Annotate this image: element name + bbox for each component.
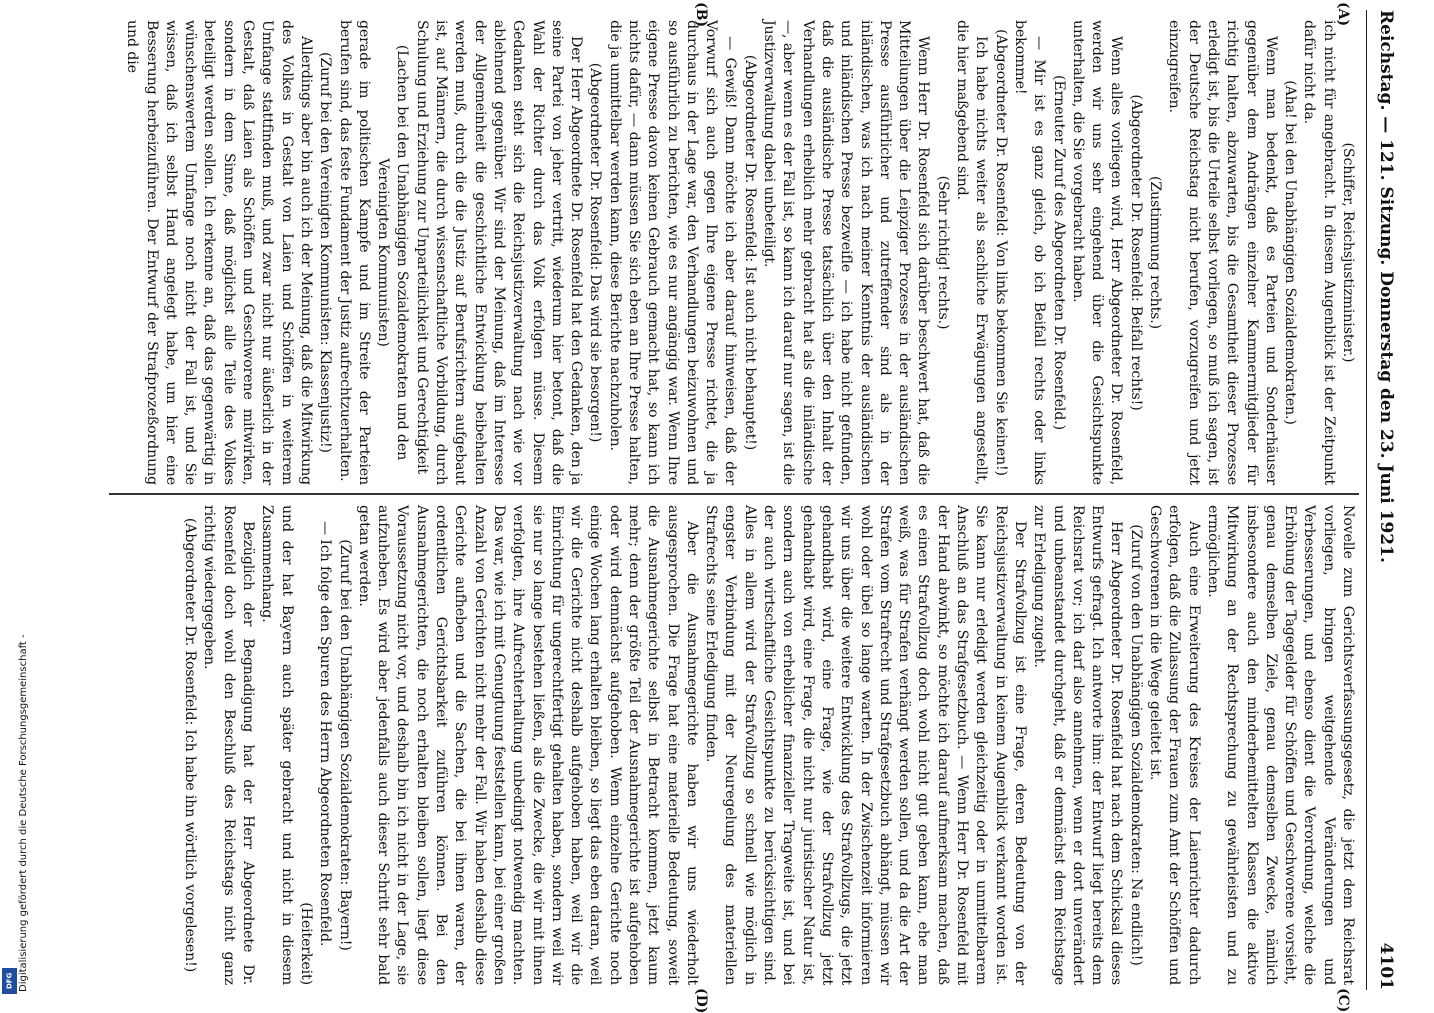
paragraph: — Ich folge den Spuren des Herrn Abgeordneten Rosenfeld. — [317, 521, 334, 947]
paragraph: Herr Abgeordneter Dr. Rosenfeld hat nach dem Schicksal dieses Entwurfs gefragt. Ich antworte ihm: der Entwurf liegt bereits dem Reichsrat vor; ich darf also annehmen, wenn er dort unverändert und unbeanstandet durchgeht, daß er demnächst dem Reichstage zur Erledigung zugeht. — [1031, 505, 1125, 985]
digitization-sidebar — [0, 0, 29, 1000]
paragraph: Der Strafvollzug ist eine Frage, deren Bedeutung von der Reichsjustizverwaltung in keinem Augenblick verkannt worden ist. Sie kann nur erledigt werden gleichzeitig oder in unmittelbarem Anschluß an das Strafgesetzbuch. — Wenn Herr Dr. Rosenfeld mit der Hand abwinkt, so möchte ich darauf aufmerksam machen, daß es einen Strafvollzug doch wohl nicht gut geben kann, ehe man weiß, was für Strafen verhängt werden sollen, und da die Art der Strafen vom Strafrecht und Strafgesetzbuch abhängt, müssen wir wohl oder übel so lange warten. In der Zwischenzeit informieren wir uns über die weitere Entwicklung des Strafvollzugs, die jetzt gehandhabt wird, eine Frage, wie der Strafvollzug jetzt gehandhabt wird, eine Frage, die nicht nur juristischer Natur ist, sondern auch von erheblicher finanzieller Tragweite ist, und bei der auch wirtschaftliche Gesichtspunkte zu berücksichtigen sind. Alles in allem wird der Strafvollzug so schnell wie möglich in engster Verbindung mit der Neuregelung des materiellen Strafrechts seine Erledigung finden. — [703, 505, 1028, 985]
left-column — [112, 20, 1357, 485]
right-column — [112, 505, 1357, 985]
interjection: (Erneuter Zuruf des Abgeordneten Dr. Rosenfeld.) — [1050, 75, 1067, 430]
paragraph: Der Herr Abgeordnete Dr. Rosenfeld hat den Gedanken, den ja seine Partei von jeher vertritt, wiederum hier betont, daß die Wahl der Richter durch das Volk erfolgen müsse. Diesem Gedanken steht sich die Reichsjustizverwaltung nach wie vor ablehnend gegenüber. Wir sind der Meinung, daß im Interesse der Allgemeinheit die geschichtliche Entwicklung beibehalten werden muß, durch die die Justiz auf Berufsrichtern aufgebaut ist, auf Männern, die durch wissenschaftliche Vorbildung, durch Schulung und Erziehung zur Unparteilichkeit und Gerechtigkeit — [413, 20, 585, 485]
interjection: (Heiterkeit) — [297, 902, 314, 985]
interjection: (Abgeordneter Dr. Rosenfeld: Das wird sie besorgen!) — [587, 62, 604, 443]
scanned-page — [99, 0, 1409, 1013]
paragraph: Wenn Herr Dr. Rosenfeld sich darüber beschwert hat, daß die Mitteilungen über die Leipziger Prozesse in der ausländischen Presse ausführlicher und zutreffender sind als in der inländischen, was ich nach meiner Kenntnis der ausländischen und inländischen Presse bezweifle — ich habe nicht gefunden, daß die ausländische Presse tatsächlich über den Inhalt der Verhandlungen erheblich mehr gebracht hat als die inländische —, aber wenn es der Fall ist, so kann ich darauf nur sagen, ist die Justizverwaltung dabei unbeteiligt. — [761, 20, 932, 485]
margin-letter-a: (A) — [1335, 2, 1351, 27]
page-number: 4101 — [1376, 942, 1396, 990]
interjection: (Abgeordneter Dr. Rosenfeld: Ich habe ihn wörtlich vorgelesen!) — [182, 517, 199, 973]
paragraph: ich nicht für angebracht. In diesem Augenblick ist der Zeitpunkt dafür nicht da. — [1301, 20, 1337, 485]
header-title: Reichstag. — 121. Sitzung. Donnerstag den 23. Juni 1921. — [1376, 10, 1396, 563]
interjection: (Sehr richtig! rechts.) — [934, 175, 951, 330]
interjection: (Zustimmung rechts.) — [1147, 175, 1164, 330]
paragraph: Wenn man bedenkt, daß es Parteien und Sonderhäuser gegenüber dem Andrängen einzelner Kammermitglieder für richtig halten, abzuwarten, bis die Gesamtheit dieser Prozesse erledigt ist, bis die Urteile selbst vorliegen, so muß ich sagen, ist der Deutsche Reichstag nicht berufen, vorzugreifen und jetzt einzugreifen. — [1166, 20, 1279, 485]
digitization-note: Digitalisierung gefördert durch die Deutsche Forschungsgemeinschaft - — [18, 634, 29, 992]
margin-letter-b: (B) — [693, 2, 709, 28]
paragraph: und der hat Bayern auch später gebracht und nicht in diesem Zusammenhang. — [259, 505, 295, 985]
page-header — [1366, 10, 1405, 990]
paragraph: Aber die Ausnahmegerichte haben wir uns wiederholt ausgesprochen. Die Frage hat eine materielle Bedeutung, soweit die Ausnahmegerichte selbst in Betracht kommen, jetzt kaum mehr; denn der größte Teil der Ausnahmegerichte ist aufgehoben oder wird demnächst aufgehoben. Wenn einzelne Gerichte noch einige Wochen lang erhalten bleiben, so liegt das eben daran, weil wir die Gerichte nicht deshalb aufgehoben haben, weil wir die Einrichtung für ungerechtfertigt gehalten haben, sondern weil wir sie nur so lange bestehen ließen, als die Zwecke, die wir mit ihnen verfolgten, ihre Aufrechterhaltung unbedingt notwendig machten. Das war, wie ich mit Genugtuung feststellen kann, bei einer großen Anzahl von Gerichten nicht mehr der Fall. Wir haben deshalb diese Gerichte aufheben und die Sachen, die bei ihnen waren, der ordentlichen Gerichtsbarkeit zuführen können. Bei den Ausnahmegerichten, die noch erhalten bleiben sollen, liegt diese Voraussetzung nicht vor, und deshalb bin ich nicht in der Lage, sie aufzuheben. Es wird aber jedenfalls auch dieser Schritt sehr bald getan werden. — [355, 505, 700, 985]
interjection: (Abgeordneter Dr. Rosenfeld: Ist auch nicht behauptet!) — [741, 54, 758, 451]
margin-letter-d: (D) — [693, 988, 709, 1013]
paragraph: Wenn alles vorliegen wird, Herr Abgeordneter Dr. Rosenfeld, werden wir uns sehr eingehend über die Gesichtspunkte unterhalten, die Sie vorgebracht haben. — [1069, 20, 1125, 485]
paragraph: Novelle zum Gerichtsverfassungsgesetz, die jetzt dem Reichsrat vorliegen, bringen weitgehende Veränderungen und Verbesserungen, und ebenso dient die Verordnung, welche die Erhöhung der Tagegelder für Schöffen und Geschworene vorsieht, genau demselben Ziele, genau demselben Zwecke, nämlich insbesondere auch den minderbemittelten Klassen die aktive Mitwirkung an der Rechtsprechung zu gewährleisten und zu ermöglichen. — [1204, 505, 1356, 985]
interjection: (Zuruf bei den Vereinigten Kommunisten: Klassenjustiz!) — [317, 52, 334, 453]
dfg-logo: DFG — [2, 968, 17, 994]
paragraph: gerade im politischen Kampfe und im Streite der Parteien berufen sind, das feste Fundament der Justiz aufrechtzuerhalten. — [336, 20, 372, 485]
interjection: (Aha! bei den Unabhängigen Sozialdemokraten.) — [1282, 80, 1299, 425]
column-divider — [109, 493, 1359, 495]
interjection: (Abgeordneter Dr. Rosenfeld: Beifall rechts!) — [1127, 94, 1144, 411]
interjection: (Abgeordneter Dr. Rosenfeld: Von links bekommen Sie keinen!) — [992, 29, 1009, 476]
paragraph: — Mir ist es ganz gleich, ob ich Beifall rechts oder links bekomme! — [1011, 20, 1048, 485]
paragraph: Auch eine Erweiterung des Kreises der Laienrichter dadurch erfolgen, daß die Zulassung der Frauen zum Amt der Schöffen und Geschworenen in die Wege geleitet ist. — [1147, 505, 1202, 985]
paragraph: Ich habe nichts weiter als sachliche Erwägungen angestellt, die hier maßgebend sind. — [954, 20, 990, 485]
margin-letter-c: (C) — [1335, 988, 1351, 1013]
interjection: (Zuruf von den Unabhängigen Sozialdemokraten: Na endlich!) — [1127, 524, 1144, 966]
paragraph: Allerdings aber bin auch ich der Meinung, daß die Mitwirkung des Volkes in Gestalt von Laien und Schöffen in weiterem Umfange stattfinden muß, und zwar nicht nur äußerlich in der Gestalt, daß Laien als Schöffen und Geschworene mitwirken, sondern in dem Sinne, daß möglichst alle Teile des Volkes beteiligt werden sollen. Ich erkenne an, daß das gegenwärtig in wünschenswertem Umfange noch nicht der Fall ist, und Sie wissen, daß ich selbst Hand angelegt habe, um hier eine Besserung herbeizuführen. Der Entwurf der Strafprozeßordnung und die — [124, 20, 314, 485]
paragraph: — Gewiß! Dann möchte ich aber darauf hinweisen, daß der Vorwurf sich auch gegen Ihre eigene Presse richtet, die ja durchaus in der Lage war, den Verhandlungen beizuwohnen und so ausführlich zu berichten, wie es nur angängig war. Wenn Ihre eigene Presse davon keinen Gebrauch gemacht hat, so kann ich nichts dafür, — dann müssen Sie sich eben an Ihre Presse halten, die ja unmittelbar werden kann, diese Berichte nachzuholen. — [606, 20, 739, 485]
paragraph: Bezüglich der Begnadigung hat der Herr Abgeordnete Dr. Rosenfeld doch wohl den Beschluß des Reichstags nicht ganz richtig wiedergegeben. — [201, 505, 257, 985]
interjection: (Zuruf bei den Unabhängigen Sozialdemokraten: Bayern!) — [336, 539, 353, 951]
interjection: (Lachen bei den Unabhängigen Sozialdemokraten und den Vereinigten Kommunisten) — [375, 44, 411, 461]
paragraph: (Schiffer, Reichsjustizminister.) — [1340, 142, 1356, 363]
